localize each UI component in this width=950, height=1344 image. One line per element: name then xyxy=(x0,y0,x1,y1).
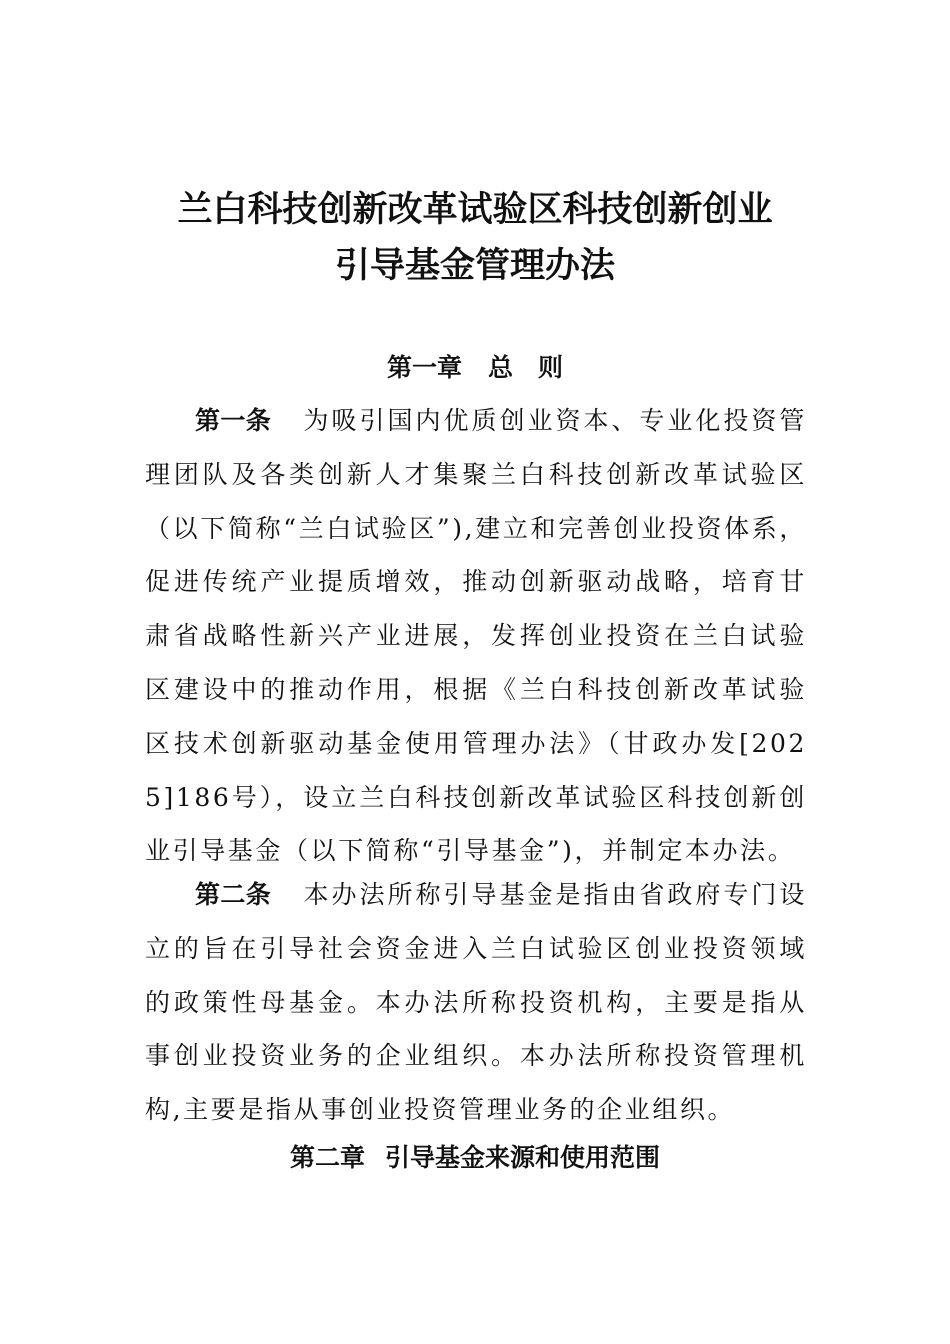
chapter-2-name: 引导基金来源和使用范围 xyxy=(385,1143,661,1172)
chapter-1-heading xyxy=(0,348,950,388)
document-title-line-1: 兰白科技创新改革试验区科技创新创业 xyxy=(177,189,773,230)
article-1-text: 为吸引国内优质创业资本、专业化投资管理团队及各类创新人才集聚兰白科技创新改革试验区（以下简称“兰白试验区”),建立和完善创业投资体系，促进传统产业提质增效，推动创新驱动战略，培育甘肃省战略性新兴产业进展，发挥创业投资在兰白试验区建设中的推动作用，根据《兰白科技创新改革试验区技术创新驱动基金使用管理办法》（甘政办发[2025]186号），设立兰白科技创新改革试验区科技创新创业引导基金（以下简称“引导基金”)，并制定本办法。 xyxy=(145,406,807,866)
chapter-2-heading xyxy=(0,1138,950,1178)
article-2-text: 本办法所称引导基金是指由省政府专门设立的旨在引导社会资金进入兰白试验区创业投资领域的政策性母基金。本办法所称投资机构，主要是指从事创业投资业务的企业组织。本办法所称投资管理机构,主要是指从事创业投资管理业务的企业组织。 xyxy=(145,880,807,1125)
chapter-2-label: 第二章 xyxy=(289,1143,365,1172)
chapter-1-label: 第一章 xyxy=(386,353,462,382)
document-title-line-2: 引导基金管理办法 xyxy=(334,245,615,286)
article-1 xyxy=(145,394,807,878)
article-2-number: 第二条 xyxy=(195,880,272,909)
article-2 xyxy=(145,868,807,1137)
article-1-number: 第一条 xyxy=(195,406,272,435)
chapter-1-name: 总 则 xyxy=(488,353,564,382)
